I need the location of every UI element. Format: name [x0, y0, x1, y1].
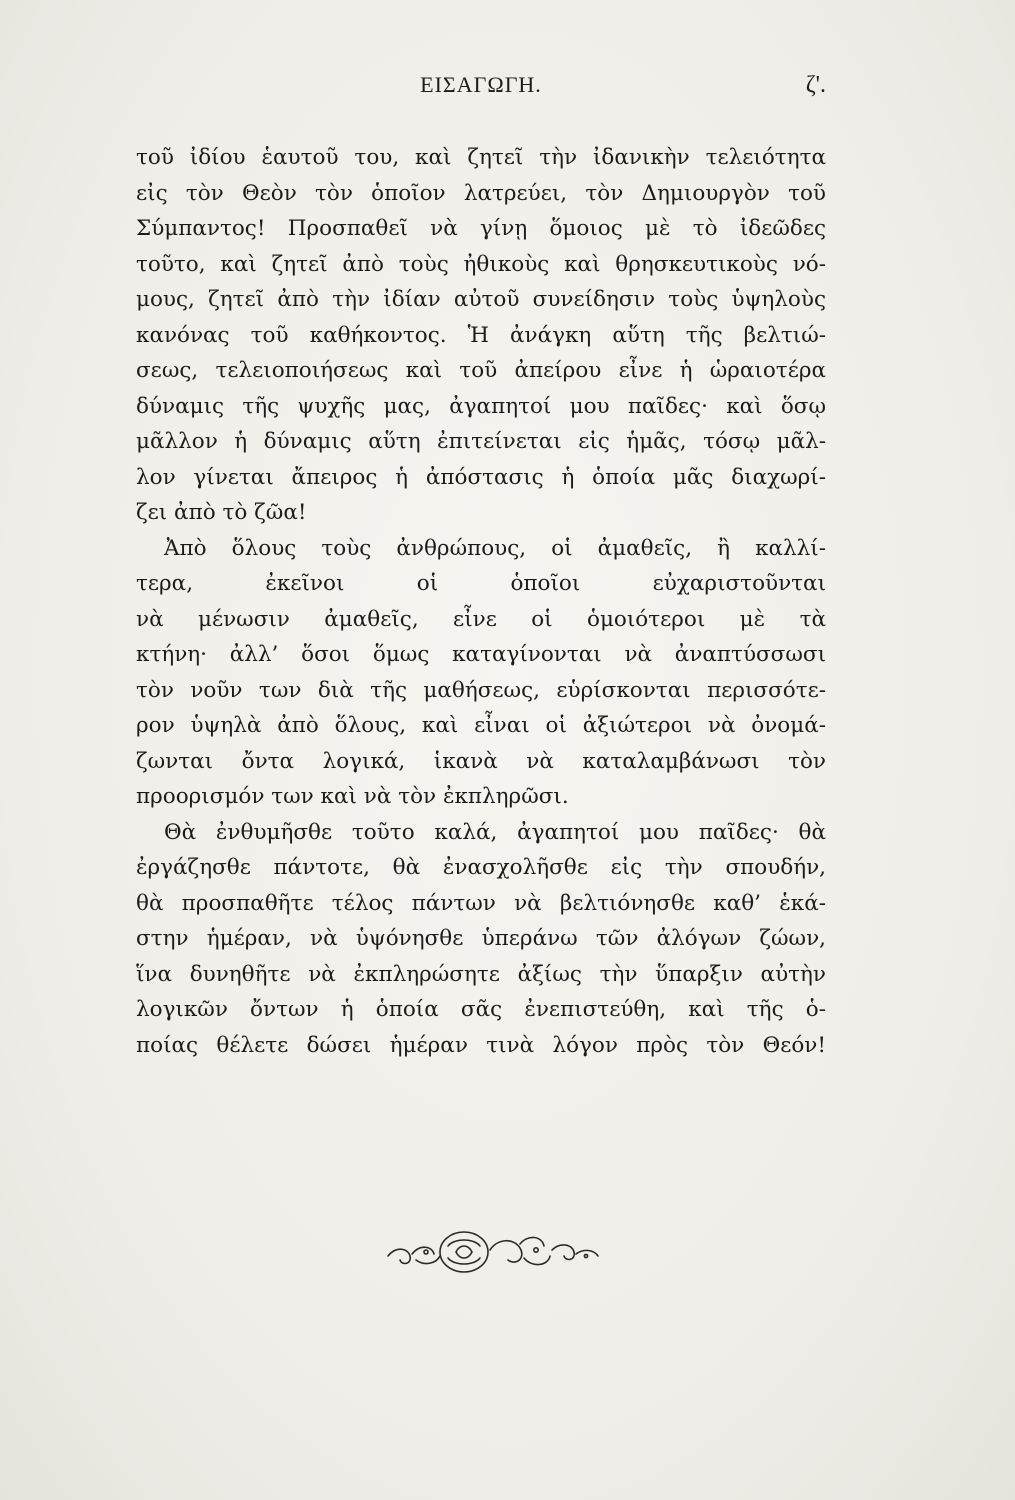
text-line: μους, ζητεῖ ἀπὸ τὴν ἰδίαν αὐτοῦ συνείδησιν τοὺς ὑψηλοὺς [136, 287, 826, 312]
text-line: ζει ἀπὸ τὸ ζῶα! [136, 500, 307, 525]
page-number: ζ'. [805, 72, 826, 98]
text-line: τὸν νοῦν των διὰ τῆς μαθήσεως, εὑρίσκονται περισσότε- [136, 677, 826, 703]
text-line: κτήνη· ἀλλ’ ὅσοι ὅμως καταγίνονται νὰ ἀναπτύσσωσι [136, 642, 826, 667]
text-line: λογικῶν ὄντων ἡ ὁποία σᾶς ἐνεπιστεύθη, καὶ τῆς ὁ- [136, 997, 826, 1022]
text-line: Θὰ ἐνθυμῆσθε τοῦτο καλά, ἀγαπητοί μου παῖδες· θὰ [164, 819, 826, 845]
text-line: ρον ὑψηλὰ ἀπὸ ὅλους, καὶ εἶναι οἱ ἀξιώτεροι νὰ ὀνομά- [136, 713, 826, 738]
floral-ornament-icon [380, 1220, 630, 1280]
body-text [136, 140, 826, 1063]
text-line: θὰ προσπαθῆτε τέλος πάντων νὰ βελτιόνησθε καθ’ ἑκά- [136, 890, 826, 916]
running-title: ΕΙΣΑΓΩΓΗ. [420, 72, 542, 97]
page-header [136, 72, 826, 108]
text-line: προορισμόν των καὶ νὰ τὸν ἐκπληρῶσι. [136, 784, 569, 809]
text-line: τοῦ ἰδίου ἑαυτοῦ του, καὶ ζητεῖ τὴν ἰδανικὴν τελειότητα [136, 145, 826, 170]
text-line: κανόνας τοῦ καθήκοντος. Ἡ ἀνάγκη αὕτη τῆς βελτιώ- [136, 322, 826, 348]
text-line: Σύμπαντος! Προσπαθεῖ νὰ γίνῃ ὅμοιος μὲ τὸ ἰδεῶδες [136, 216, 826, 241]
text-line: σεως, τελειοποιήσεως καὶ τοῦ ἀπείρου εἶνε ἡ ὡραιοτέρα [136, 358, 826, 383]
text-line: ποίας θέλετε δώσει ἡμέραν τινὰ λόγον πρὸς τὸν Θεόν! [136, 1032, 826, 1058]
text-line: τοῦτο, καὶ ζητεῖ ἀπὸ τοὺς ἠθικοὺς καὶ θρησκευτικοὺς νό- [136, 251, 826, 277]
text-line: μᾶλλον ἡ δύναμις αὕτη ἐπιτείνεται εἰς ἡμᾶς, τόσῳ μᾶλ- [136, 429, 826, 454]
text-line: ἵνα δυνηθῆτε νὰ ἐκπληρώσητε ἀξίως τὴν ὕπαρξιν αὐτὴν [136, 961, 826, 987]
text-line: τερα, ἐκεῖνοι οἱ ὁποῖοι εὐχαριστοῦνται [136, 571, 826, 596]
text-line: ζωνται ὄντα λογικά, ἱκανὰ νὰ καταλαμβάνωσι τὸν [136, 748, 826, 774]
text-line: δύναμις τῆς ψυχῆς μας, ἀγαπητοί μου παῖδες· καὶ ὅσῳ [136, 393, 826, 419]
text-line: λον γίνεται ἄπειρος ἡ ἀπόστασις ἡ ὁποία μᾶς διαχωρί- [136, 464, 826, 490]
text-line: εἰς τὸν Θεὸν τὸν ὁποῖον λατρεύει, τὸν Δημιουργὸν τοῦ [136, 180, 826, 206]
text-line: στην ἡμέραν, νὰ ὑψόνησθε ὑπεράνω τῶν ἀλόγων ζώων, [136, 926, 826, 951]
text-line: ἐργάζησθε πάντοτε, θὰ ἐνασχολῆσθε εἰς τὴν σπουδήν, [136, 855, 826, 880]
text-line: νὰ μένωσιν ἀμαθεῖς, εἶνε οἱ ὁμοιότεροι μὲ τὰ [136, 606, 826, 632]
text-line: Ἀπὸ ὅλους τοὺς ἀνθρώπους, οἱ ἀμαθεῖς, ἢ καλλί- [164, 535, 826, 561]
